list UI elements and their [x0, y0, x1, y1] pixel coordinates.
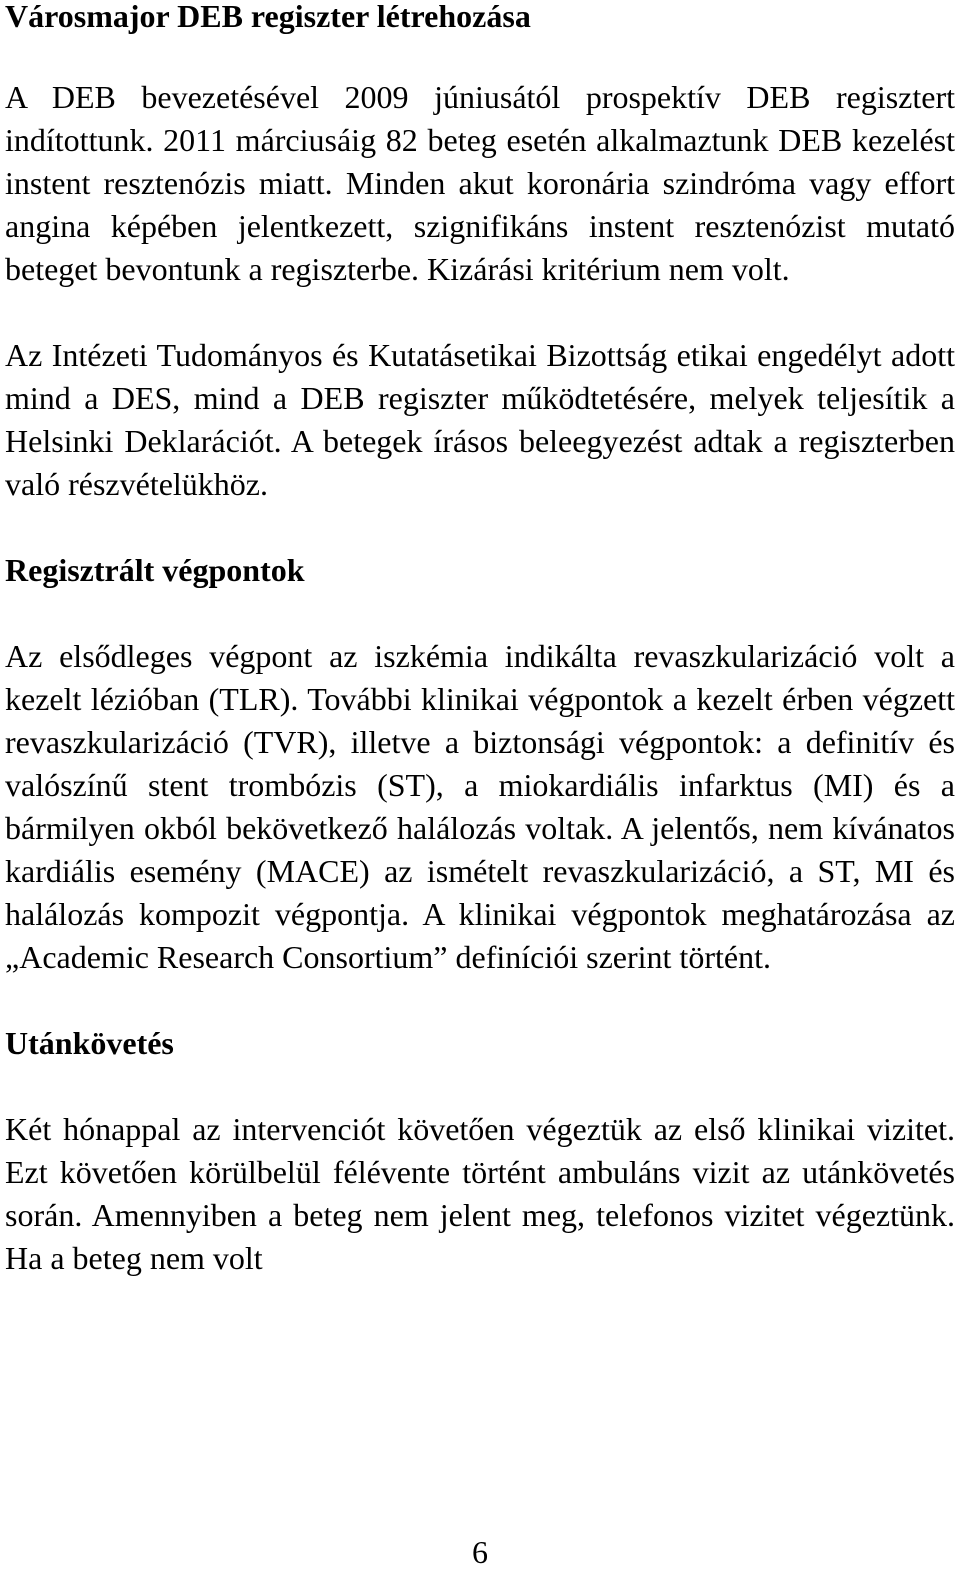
document-page: [5, 0, 955, 1280]
paragraph-followup: Két hónappal az intervenciót követően végeztük az első klinikai vizitet. Ezt követően körülbelül félévente történt ambuláns vizit az utánkövetés során. Amennyiben a beteg nem jelent meg, telefonos vizitet végeztünk. Ha a beteg nem volt: [5, 1111, 955, 1276]
heading-followup: Utánkövetés: [5, 1025, 174, 1061]
paragraph-endpoints: Az elsődleges végpont az iszkémia indikálta revaszkularizáció volt a kezelt lézióban (TLR). További klinikai végpontok a kezelt érben végzett revaszkularizáció (TVR), illetve a biztonsági végpontok: a definitív és valószínű stent trombózis (ST), a miokardiális infarktus (MI) és a bármilyen okból bekövetkező halálozás voltak. A jelentős, nem kívánatos kardiális esemény (MACE) az ismételt revaszkularizáció, a ST, MI és halálozás kompozit végpontja. A klinikai végpontok meghatározása az „Academic Research Consortium” definíciói szerint történt.: [5, 638, 955, 975]
heading-endpoints: Regisztrált végpontok: [5, 552, 305, 588]
paragraph-ethics: Az Intézeti Tudományos és Kutatásetikai Bizottság etikai engedélyt adott mind a DES, mind a DEB regiszter működtetésére, melyek teljesítik a Helsinki Deklarációt. A betegek írásos beleegyezést adtak a regiszterben való részvételükhöz.: [5, 337, 955, 502]
paragraph-registry-intro: A DEB bevezetésével 2009 júniusától prospektív DEB regisztert indítottunk. 2011 márciusáig 82 beteg esetén alkalmaztunk DEB kezelést instent resztenózis miatt. Minden akut koronária szindróma vagy effort angina képében jelentkezett, szignifikáns instent resztenózist mutató beteget bevontunk a regiszterbe. Kizárási kritérium nem volt.: [5, 79, 955, 287]
page-number: 6: [472, 1534, 488, 1570]
section-title: Városmajor DEB regiszter létrehozása: [5, 0, 531, 34]
